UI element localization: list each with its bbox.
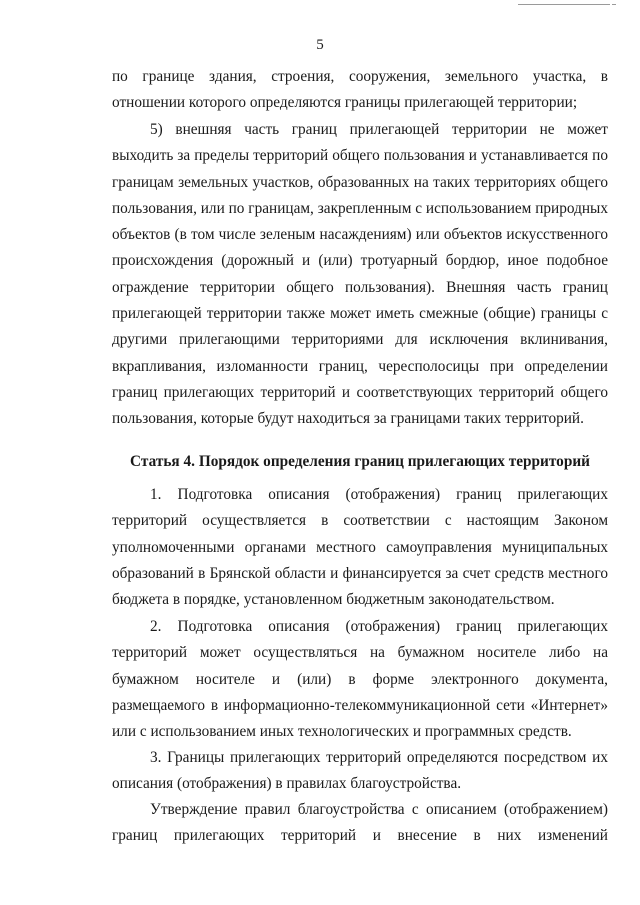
article-4-paragraph-2: 2. Подготовка описания (отображения) границ прилегающих территорий может осуществляться на бумажном носителе либо на бумажном носителе и (или) в форме электронного документа, размещаемого в информационно-телекоммуникационной сети «Интернет» или с использованием иных технологических и программных средств. — [112, 618, 608, 741]
paragraph-item-5: 5) внешняя часть границ прилегающей территории не может выходить за пределы территорий общего пользования и устанавливается по границам земельных участков, образованных на таких территориях общего пользования, или по границам, закрепленным с использованием природных объектов (в том числе зеленым насаждениям) или объектов искусственного происхождения (дорожный и (или) тротуарный бордюр, иное подобное ограждение территории общего пользования). Внешняя часть границ прилегающей территории также может иметь смежные (общие) границы с другими прилегающими территориями для исключения вклинивания, вкрапливания, изломанности границ, чересполосицы при определении границ прилегающих территорий и соответствующих территорий общего пользования, которые будут находиться за границами таких территорий. — [112, 121, 608, 428]
article-4-paragraph-3: 3. Границы прилегающих территорий определяются посредством их описания (отображения) в правилах благоустройства. — [112, 749, 608, 793]
page-number: 5 — [316, 37, 324, 53]
article-4-paragraph-1: 1. Подготовка описания (отображения) границ прилегающих территорий осуществляется в соответствии с настоящим Законом уполномоченными органами местного самоуправления муниципальных образований в Брянской области и финансируется за счет средств местного бюджета в порядке, установленном бюджетным законодательством. — [112, 486, 608, 609]
paragraph-previous-tail: по границе здания, строения, сооружения, земельного участка, в отношении которого определяются границы прилегающей территории; — [112, 68, 608, 112]
article-4-heading: Статья 4. Порядок определения границ прилегающих территорий — [130, 453, 590, 470]
scan-artifact-line — [518, 4, 610, 5]
article-4-paragraph-4-start: Утверждение правил благоустройства с описанием (отображением) границ прилегающих территорий и внесение в них изменений — [112, 801, 608, 845]
